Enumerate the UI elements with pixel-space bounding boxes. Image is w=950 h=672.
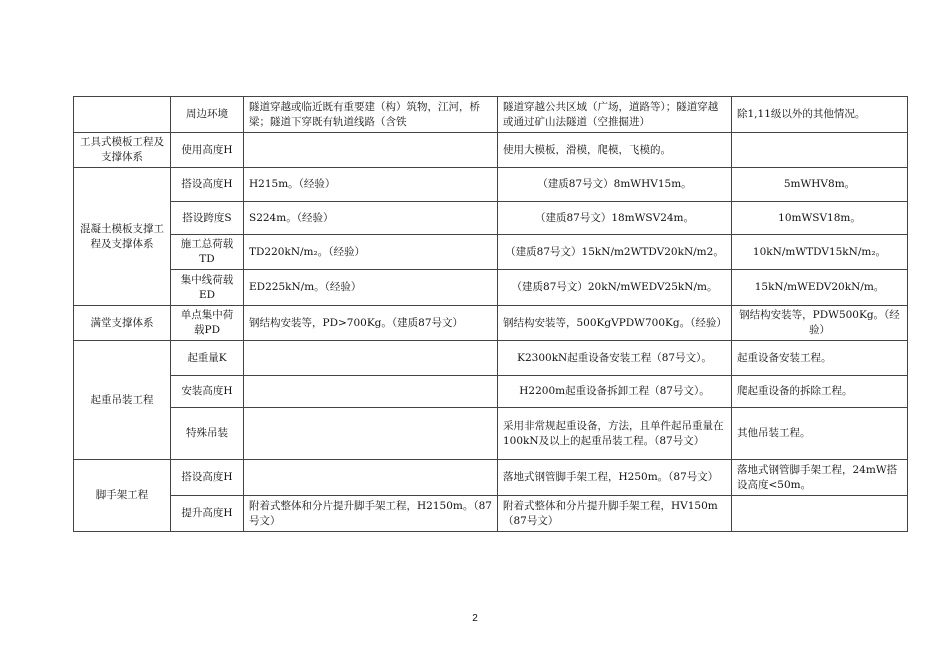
value-cell: S224m。（经验） (244, 202, 498, 235)
value-cell: 起重设备安装工程。 (732, 341, 908, 376)
category-cell: 混凝土模板支撑工程及支撑体系 (74, 168, 171, 306)
param-cell: 周边环境 (171, 97, 244, 133)
value-cell: 附着式整体和分片提升脚手架工程，H2150m。（87号文） (244, 496, 498, 532)
value-cell (244, 133, 498, 168)
value-cell: 5mWHV8m。 (732, 168, 908, 202)
category-cell: 起重吊装工程 (74, 341, 171, 460)
table-row (74, 460, 908, 496)
param-cell: 施工总荷载TD (171, 235, 244, 270)
param-cell: 搭设高度H (171, 168, 244, 202)
value-cell: H2200m起重设备拆卸工程（87号文）。 (498, 376, 732, 408)
param-cell: 使用高度H (171, 133, 244, 168)
table-row (74, 341, 908, 376)
table-row (74, 133, 908, 168)
table-row (74, 168, 908, 202)
value-cell (732, 496, 908, 532)
value-cell (244, 460, 498, 496)
value-cell: 其他吊装工程。 (732, 408, 908, 460)
value-cell: 采用非常规起重设备，方法，且单件起吊重量在100kN及以上的起重吊装工程。（87号文） (498, 408, 732, 460)
value-cell (244, 376, 498, 408)
category-cell: 满堂支撑体系 (74, 306, 171, 341)
value-cell: 钢结构安装等，PDW500Kg。（经验） (732, 306, 908, 341)
param-cell: 起重量K (171, 341, 244, 376)
category-cell: 脚手架工程 (74, 460, 171, 532)
page-number: 2 (472, 613, 478, 624)
param-cell: 集中线荷载ED (171, 270, 244, 306)
param-cell: 提升高度H (171, 496, 244, 532)
category-cell: 工具式模板工程及支撑体系 (74, 133, 171, 168)
value-cell: （建质87号文）15kN/m2WTDV20kN/m2。 (498, 235, 732, 270)
value-cell: 落地式钢管脚手架工程，H250m。（87号文） (498, 460, 732, 496)
table-row (74, 408, 908, 460)
table-row (74, 97, 908, 133)
table-row (74, 306, 908, 341)
value-cell (244, 341, 498, 376)
param-cell: 单点集中荷载PD (171, 306, 244, 341)
value-cell: H215m。（经验） (244, 168, 498, 202)
value-cell: K2300kN起重设备安装工程（87号文）。 (498, 341, 732, 376)
value-cell (244, 408, 498, 460)
value-cell: ED225kN/m。（经验） (244, 270, 498, 306)
value-cell: 附着式整体和分片提升脚手架工程，HV150m（87号文） (498, 496, 732, 532)
risk-classification-table (73, 96, 908, 532)
value-cell: 10kN/mWTDV15kN/m₂。 (732, 235, 908, 270)
value-cell (732, 133, 908, 168)
value-cell: （建质87号文）18mWSV24m。 (498, 202, 732, 235)
category-cell (74, 97, 171, 133)
table-row (74, 202, 908, 235)
value-cell: （建质87号文）20kN/mWEDV25kN/m。 (498, 270, 732, 306)
param-cell: 搭设跨度S (171, 202, 244, 235)
table-row (74, 235, 908, 270)
table-row (74, 376, 908, 408)
value-cell: （建质87号文）8mWHV15m。 (498, 168, 732, 202)
param-cell: 搭设高度H (171, 460, 244, 496)
param-cell: 安装高度H (171, 376, 244, 408)
value-cell: 爬起重设备的拆除工程。 (732, 376, 908, 408)
value-cell: 钢结构安装等，PD>700Kg。（建质87号文） (244, 306, 498, 341)
table-row (74, 270, 908, 306)
value-cell: 隧道穿越公共区域（广场，道路等）；隧道穿越或通过矿山法隧道（空推掘进） (498, 97, 732, 133)
param-cell: 特殊吊装 (171, 408, 244, 460)
table-row (74, 496, 908, 532)
value-cell: 落地式钢管脚手架工程，24mW搭设高度<50m。 (732, 460, 908, 496)
value-cell: TD220kN/m₂。（经验） (244, 235, 498, 270)
value-cell: 使用大模板，滑模，爬模，飞模的。 (498, 133, 732, 168)
value-cell: 除1,11级以外的其他情况。 (732, 97, 908, 133)
value-cell: 15kN/mWEDV20kN/m。 (732, 270, 908, 306)
value-cell: 10mWSV18m。 (732, 202, 908, 235)
value-cell: 隧道穿越或临近既有重要建（构）筑物，江河，桥梁；隧道下穿既有轨道线路（含铁 (244, 97, 498, 133)
value-cell: 钢结构安装等，500KgVPDW700Kg。（经验） (498, 306, 732, 341)
